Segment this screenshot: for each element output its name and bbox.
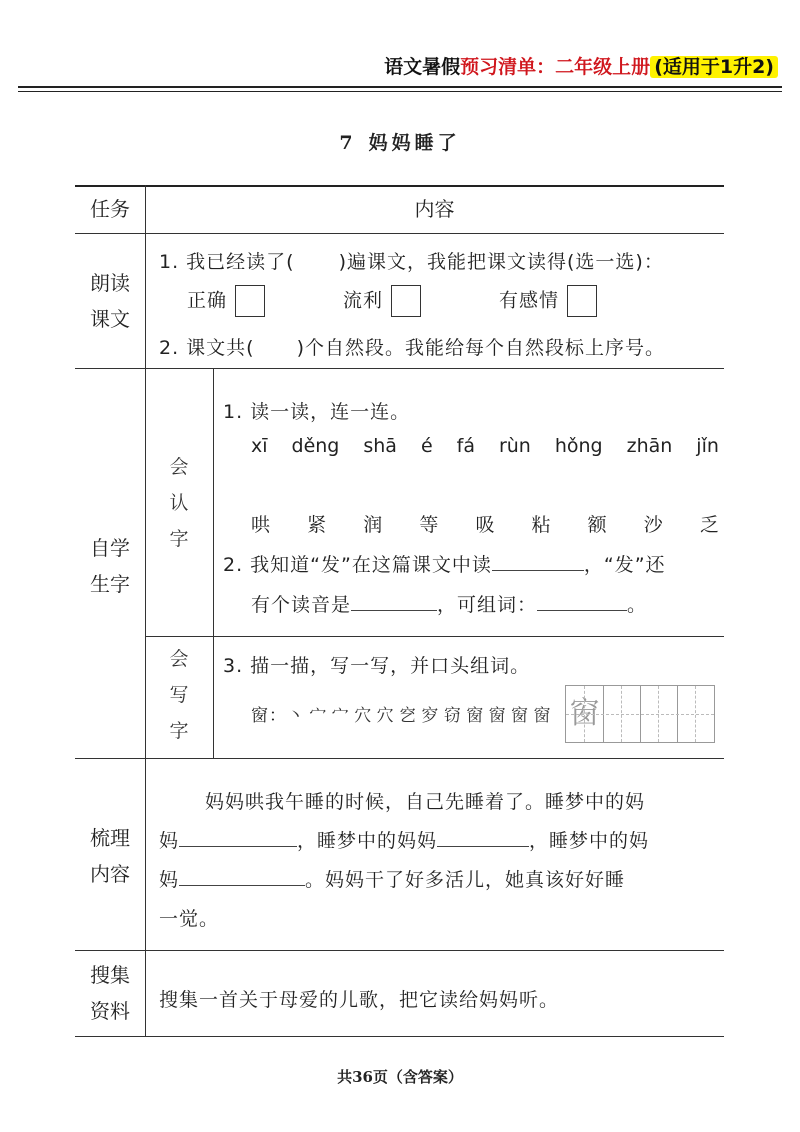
summary-line3-b: 。妈妈干了好多活儿，她真该好好睡 — [305, 869, 626, 891]
reading-option-fluent — [343, 285, 421, 317]
stroke-order-label: 窗： — [251, 706, 287, 726]
write-label-3: 字 — [169, 720, 189, 742]
table-col-divider — [145, 185, 146, 1037]
grid-guide-horizontal — [566, 714, 714, 715]
hanzi-item[interactable]: 紧 — [307, 514, 327, 536]
summary-line-1: 妈妈哄我午睡的时候，自己先睡着了。睡梦中的妈 — [205, 791, 646, 813]
q2-line1-a: 2. 我知道“发”在这篇课文中读 — [223, 554, 492, 576]
table-rule-bottom — [75, 1036, 724, 1037]
recognize-label-2: 认 — [169, 492, 189, 514]
pinyin-item[interactable]: hǒng — [554, 435, 603, 457]
collect-text: 搜集一首关于母爱的儿歌，把它读给妈妈听。 — [159, 989, 560, 1011]
summary-label-line1: 梳理 — [90, 826, 130, 850]
writing-grid[interactable] — [565, 685, 715, 743]
q2-line2-c: 。 — [627, 594, 648, 616]
hanzi-item[interactable]: 等 — [419, 514, 439, 536]
collect-label-line1: 搜集 — [90, 963, 130, 987]
option-fluent-label: 流利 — [343, 289, 384, 312]
reading-label — [75, 265, 145, 337]
write-label-1: 会 — [169, 648, 189, 670]
col-content-header: 内容 — [414, 197, 455, 221]
header-rule-thin — [18, 91, 782, 92]
worksheet-table — [75, 185, 724, 1037]
pinyin-item[interactable]: jǐn — [696, 435, 719, 457]
pinyin-item[interactable]: xī — [251, 435, 268, 457]
selfstudy-question-3: 3. 描一描，写一写，并口头组词。 — [223, 655, 531, 677]
q2-line2-a: 有个读音是 — [251, 594, 352, 616]
hanzi-item[interactable]: 粘 — [531, 514, 551, 536]
q2-line1-b: ，“发”还 — [583, 554, 666, 576]
write-chars-label — [145, 641, 213, 749]
document-header — [384, 52, 778, 79]
reading-q2-start: 2. 课文共( — [159, 337, 255, 359]
selfstudy-label — [75, 530, 145, 602]
pinyin-item[interactable]: zhān — [626, 435, 673, 457]
lesson-name: 妈妈睡了 — [368, 132, 461, 154]
dream-blank-3[interactable] — [179, 885, 305, 886]
table-rule-selfstudy — [75, 758, 724, 759]
fa-word-blank[interactable] — [537, 610, 627, 611]
summary-line-2 — [159, 826, 649, 853]
option-emotion-checkbox[interactable] — [567, 285, 597, 317]
reading-label-line2: 课文 — [90, 307, 130, 331]
pinyin-item[interactable]: shā — [363, 435, 397, 457]
q2-line2-b: ，可组词： — [437, 594, 538, 616]
header-grade-badge: (适用于1升2) — [650, 56, 778, 78]
recognize-chars-label — [145, 449, 213, 557]
summary-line-4: 一觉。 — [159, 908, 220, 930]
hanzi-row — [251, 510, 719, 537]
pinyin-item[interactable]: é — [420, 435, 433, 457]
selfstudy-question-2-line1 — [223, 550, 666, 577]
reading-question-1 — [159, 247, 664, 274]
summary-label — [75, 820, 145, 892]
model-character: 窗 — [569, 696, 600, 731]
summary-line3-a: 妈 — [159, 869, 180, 891]
selfstudy-question-2-line2 — [251, 590, 647, 617]
reading-q2-end: )个自然段。我能给每个自然段标上序号。 — [296, 337, 666, 359]
header-title: 预习清单：二年级上册 — [460, 56, 651, 78]
grid-guide-vertical — [658, 686, 659, 742]
option-correct-label: 正确 — [187, 289, 228, 312]
pinyin-row — [251, 435, 719, 457]
stroke-order-sequence: 丶 宀 宀 穴 穴 穵 穸 窃 窗 窗 窗 窗 — [287, 706, 551, 726]
selfstudy-label-line2: 生字 — [90, 572, 130, 596]
reading-option-emotion — [499, 285, 597, 317]
dream-blank-1[interactable] — [179, 846, 297, 847]
table-subcol-divider — [213, 368, 214, 758]
recognize-label-3: 字 — [169, 528, 189, 550]
hanzi-item[interactable]: 沙 — [643, 514, 663, 536]
fa-pronunciation-blank[interactable] — [492, 570, 584, 571]
reading-q1-start: 1. 我已经读了( — [159, 251, 295, 273]
write-label-2: 写 — [169, 684, 189, 706]
header-subject: 语文暑假 — [384, 56, 461, 78]
reading-q1-end: )遍课文，我能把课文读得(选一选)： — [338, 251, 664, 273]
stroke-order-row — [251, 701, 550, 726]
selfstudy-question-1: 1. 读一读，连一连。 — [223, 401, 411, 423]
reading-option-correct — [187, 285, 265, 317]
hanzi-item[interactable]: 润 — [363, 514, 383, 536]
lesson-title — [0, 128, 800, 155]
table-rule-summary — [75, 950, 724, 951]
summary-line2-a: 妈 — [159, 830, 180, 852]
recognize-label-1: 会 — [169, 456, 189, 478]
grid-guide-vertical — [695, 686, 696, 742]
pinyin-item[interactable]: rùn — [498, 435, 531, 457]
summary-line-3 — [159, 865, 625, 892]
summary-line2-b: ，睡梦中的妈妈 — [297, 830, 438, 852]
table-rule-sub — [145, 636, 724, 637]
reading-question-2 — [159, 333, 665, 360]
grid-guide-vertical — [621, 686, 622, 742]
collect-label — [75, 957, 145, 1029]
page-footer: 共36页（含答案） — [337, 1068, 463, 1086]
hanzi-item[interactable]: 吸 — [475, 514, 495, 536]
dream-blank-2[interactable] — [437, 846, 529, 847]
grid-guide-vertical — [584, 686, 585, 742]
option-emotion-label: 有感情 — [499, 289, 560, 312]
pinyin-item[interactable]: děng — [291, 435, 340, 457]
option-fluent-checkbox[interactable] — [391, 285, 421, 317]
hanzi-item[interactable]: 乏 — [699, 514, 719, 536]
pinyin-item[interactable]: fá — [456, 435, 475, 457]
fa-other-pronunciation-blank[interactable] — [351, 610, 437, 611]
header-rule-thick — [18, 86, 782, 88]
selfstudy-label-line1: 自学 — [90, 536, 130, 560]
hanzi-item[interactable]: 额 — [587, 514, 607, 536]
col-task-header: 任务 — [90, 197, 130, 221]
summary-line2-c: ，睡梦中的妈 — [529, 830, 650, 852]
hanzi-item[interactable]: 哄 — [251, 514, 271, 536]
reading-label-line1: 朗读 — [90, 271, 130, 295]
summary-label-line2: 内容 — [90, 862, 130, 886]
table-rule-header — [75, 233, 724, 234]
collect-label-line2: 资料 — [90, 999, 130, 1023]
option-correct-checkbox[interactable] — [235, 285, 265, 317]
lesson-number: 7 — [339, 132, 353, 154]
table-rule-reading — [75, 368, 724, 369]
